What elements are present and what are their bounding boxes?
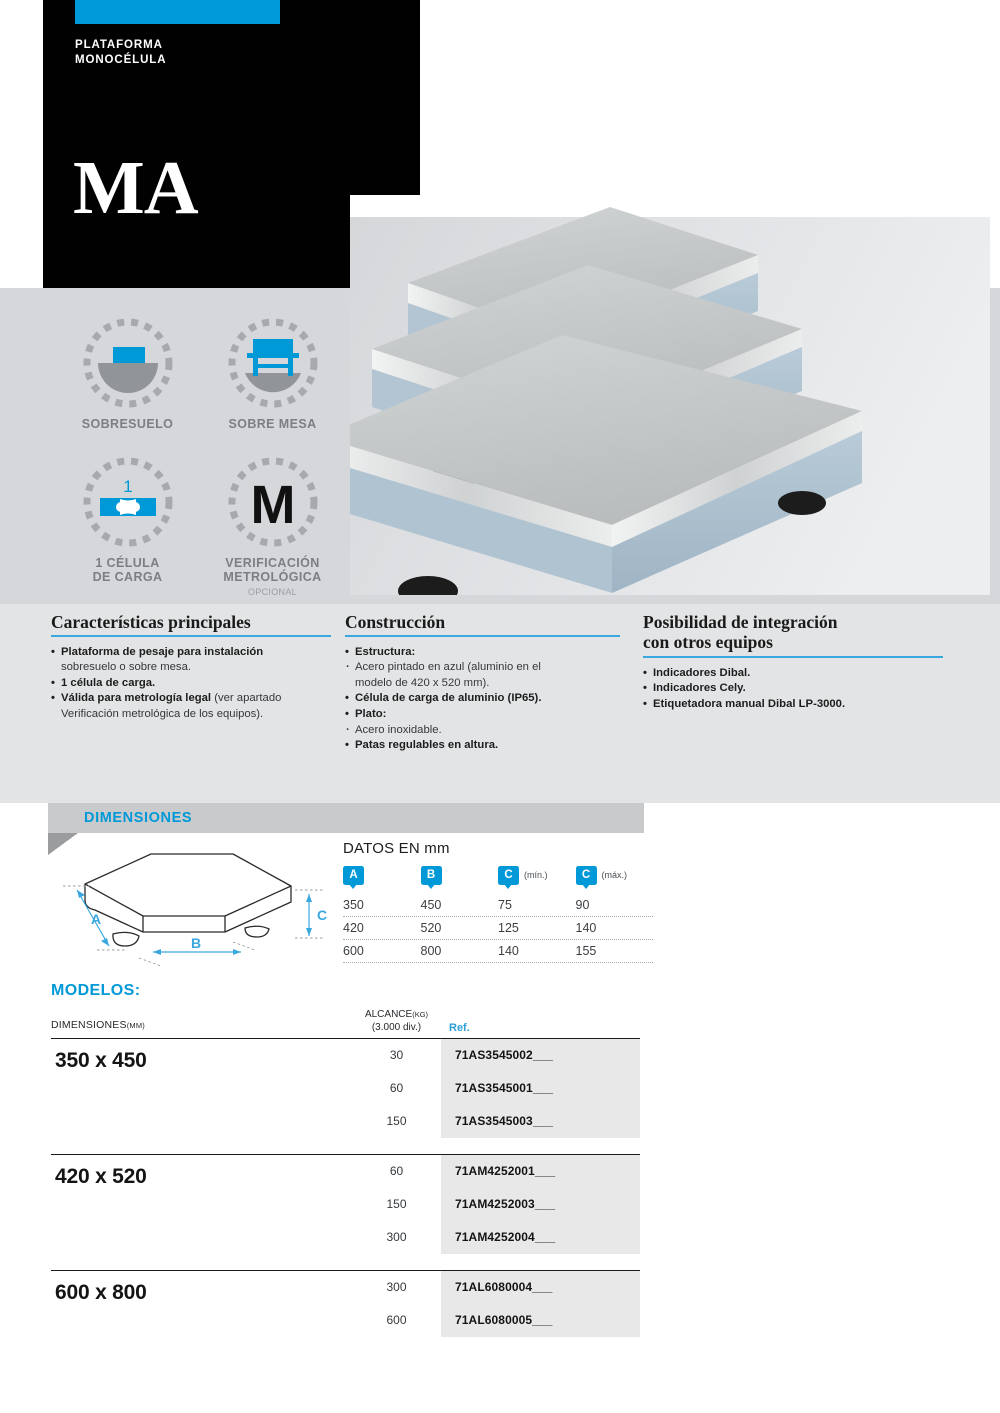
- list-item: · Acero pintado en azul (aluminio en el: [345, 660, 620, 676]
- table-cell: 420: [343, 921, 364, 935]
- modelos-table: [51, 1008, 640, 1337]
- model-size-label: 350 x 450: [55, 1049, 147, 1072]
- badge-label-line1: VERIFICACIÓN: [225, 555, 320, 570]
- feature-list: [345, 645, 620, 754]
- table-row: [51, 1271, 640, 1304]
- table-row: [51, 1221, 640, 1254]
- list-item-light: (ver apartado: [214, 692, 282, 705]
- model-size-label: 600 x 800: [55, 1281, 147, 1304]
- badge-sobresuelo: [55, 315, 200, 432]
- column-title: Construcción: [345, 612, 446, 632]
- list-item-cont: sobresuelo o sobre mesa.: [61, 661, 191, 674]
- model-group: [51, 1270, 640, 1337]
- column-title: Características principales: [51, 612, 251, 632]
- title-underline: [643, 656, 943, 658]
- hero-kicker-line1: PLATAFORMA: [75, 39, 163, 51]
- table-cell: 90: [575, 898, 590, 912]
- dim-label-c: C: [317, 907, 328, 923]
- model-group: [51, 1038, 640, 1138]
- table-row: [51, 1155, 640, 1188]
- table-row: [51, 1039, 640, 1072]
- list-item: • Indicadores Cely.: [643, 681, 943, 697]
- table-cell: 140: [498, 944, 519, 958]
- datos-header-cell: [576, 866, 654, 894]
- list-item: · Acero inoxidable.: [345, 723, 620, 739]
- badge-sobre-mesa: [200, 315, 345, 432]
- table-cell: 520: [420, 921, 442, 935]
- table-row: [51, 1188, 640, 1221]
- table-platform-icon: [225, 315, 321, 411]
- datos-table-header: [343, 866, 653, 894]
- list-item: • Célula de carga de aluminio (IP65).: [345, 691, 620, 707]
- badge-label-line2: DE CARGA: [92, 570, 163, 584]
- datos-table-title: DATOS EN mm: [343, 840, 450, 857]
- list-item: • Indicadores Dibal.: [643, 666, 943, 682]
- datos-header-cell: [343, 866, 421, 894]
- datos-header-cell: [421, 866, 499, 894]
- group-spacer: [51, 1138, 640, 1154]
- model-group: [51, 1154, 640, 1254]
- column-title: [643, 612, 943, 652]
- badge-label-line1: 1 CÉLULA: [95, 555, 160, 570]
- badge-row-1: [55, 315, 345, 432]
- column-chip-b: B: [421, 866, 442, 885]
- alcance-value: 150: [386, 1197, 407, 1211]
- feature-columns: [0, 612, 1000, 802]
- ref-value: 71AM4252001___: [455, 1164, 556, 1178]
- feature-column-construccion: [345, 612, 620, 754]
- list-item: • Estructura:: [345, 645, 620, 661]
- badge-row-2: [55, 454, 345, 600]
- alcance-value: 60: [389, 1081, 404, 1095]
- ref-value: 71AM4252003___: [455, 1197, 556, 1211]
- alcance-value: 300: [386, 1230, 407, 1244]
- list-item: [51, 691, 331, 707]
- model-group-inner: [51, 1155, 640, 1254]
- header-ref: Ref.: [449, 1022, 470, 1034]
- badge-label: SOBRESUELO: [81, 417, 174, 431]
- ref-value: 71AS3545003___: [455, 1114, 554, 1128]
- load-cell-icon: [80, 454, 176, 550]
- dim-label-b: B: [191, 935, 202, 951]
- list-item-cont: Verificación metrológica de los equipos).: [61, 707, 264, 720]
- badge-verificacion-metrologica: [200, 454, 345, 600]
- feature-column-caracteristicas: [51, 612, 331, 723]
- dimension-drawing: [55, 838, 345, 968]
- table-cell: 800: [420, 944, 442, 958]
- list-item: • Plataforma de pesaje para instalación: [51, 645, 331, 661]
- table-row: [343, 894, 653, 917]
- badge-label: [55, 556, 200, 585]
- table-row: [343, 940, 653, 963]
- list-item: • Etiquetadora manual Dibal LP-3000.: [643, 697, 943, 713]
- table-cell: 350: [343, 898, 364, 912]
- header-alcance-line1: [339, 1009, 454, 1022]
- alcance-value: 300: [386, 1280, 407, 1294]
- group-spacer: [51, 1254, 640, 1270]
- column-note-max: (máx.): [601, 870, 627, 880]
- column-chip-c-min: C: [498, 866, 519, 885]
- table-row: [51, 1072, 640, 1105]
- feature-list: [643, 666, 943, 713]
- svg-text:1: 1: [122, 476, 133, 496]
- header-dimensiones-unit: (MM): [126, 1021, 146, 1030]
- column-chip-c-max: C: [576, 866, 597, 885]
- dimensiones-banner: [48, 803, 644, 833]
- table-row: [51, 1304, 640, 1337]
- header-alcance: [339, 1009, 454, 1034]
- feature-list: [51, 645, 331, 723]
- model-group-inner: [51, 1039, 640, 1138]
- header-alcance-unit: (KG): [412, 1010, 429, 1019]
- table-cell: 600: [343, 944, 364, 958]
- datos-header-cell: [498, 866, 576, 894]
- model-group-inner: [51, 1271, 640, 1337]
- hero-kicker-line2: MONOCÉLULA: [75, 54, 167, 66]
- table-cell: 450: [420, 898, 442, 912]
- dimensiones-banner-title: DIMENSIONES: [84, 810, 193, 826]
- ref-value: 71AL6080005___: [455, 1313, 553, 1327]
- column-chip-a: A: [343, 866, 364, 885]
- ref-value: 71AM4252004___: [455, 1230, 556, 1244]
- table-cell: 140: [575, 921, 597, 935]
- list-item: • Patas regulables en altura.: [345, 738, 620, 754]
- floor-platform-icon: [80, 315, 176, 411]
- table-cell: 155: [575, 944, 597, 958]
- badge-label-line2: METROLÓGICA: [223, 570, 322, 584]
- list-item-bold: Válida para metrología legal: [61, 692, 215, 705]
- badge-label: [200, 556, 345, 600]
- alcance-value: 600: [386, 1313, 407, 1327]
- hero-kicker: [75, 38, 166, 68]
- header-dimensiones: [51, 1019, 145, 1031]
- table-cell: 75: [498, 898, 512, 912]
- ref-value: 71AS3545001___: [455, 1081, 554, 1095]
- datos-table: [343, 840, 653, 963]
- column-title-line2: con otros equipos: [643, 632, 773, 652]
- column-title-line1: Posibilidad de integración: [643, 612, 838, 632]
- modelos-table-header: [51, 1008, 640, 1038]
- header-alcance-label: ALCANCE: [364, 1009, 413, 1020]
- title-underline: [51, 635, 331, 637]
- header-dimensiones-label: DIMENSIONES: [51, 1019, 127, 1031]
- modelos-title: MODELOS:: [51, 982, 141, 999]
- ref-value: 71AS3545002___: [455, 1048, 554, 1062]
- badge-label: SOBRE MESA: [228, 417, 317, 431]
- hero-accent-bar: [75, 0, 280, 24]
- table-cell: 125: [498, 921, 519, 935]
- header-alcance-line2: (3.000 div.): [371, 1021, 422, 1033]
- hero-model-name: MA: [73, 146, 198, 230]
- model-size-label: 420 x 520: [55, 1165, 147, 1188]
- ref-value: 71AL6080004___: [455, 1280, 553, 1294]
- metrology-m-icon: [225, 454, 321, 550]
- svg-text:M: M: [250, 474, 295, 535]
- list-item: • Plato:: [345, 707, 620, 723]
- feature-badges: [55, 315, 345, 599]
- dim-label-a: A: [91, 911, 102, 927]
- badge-celula-carga: [55, 454, 200, 600]
- alcance-value: 60: [389, 1164, 404, 1178]
- product-photo: [350, 195, 990, 595]
- badge-sublabel: OPCIONAL: [248, 586, 297, 597]
- list-item: • 1 célula de carga.: [51, 676, 331, 692]
- table-row: [343, 917, 653, 940]
- table-row: [51, 1105, 640, 1138]
- column-note-min: (mín.): [524, 870, 548, 880]
- alcance-value: 150: [386, 1114, 407, 1128]
- list-item-cont: modelo de 420 x 520 mm).: [355, 676, 490, 689]
- alcance-value: 30: [389, 1048, 404, 1062]
- feature-column-integracion: [643, 612, 943, 712]
- title-underline: [345, 635, 620, 637]
